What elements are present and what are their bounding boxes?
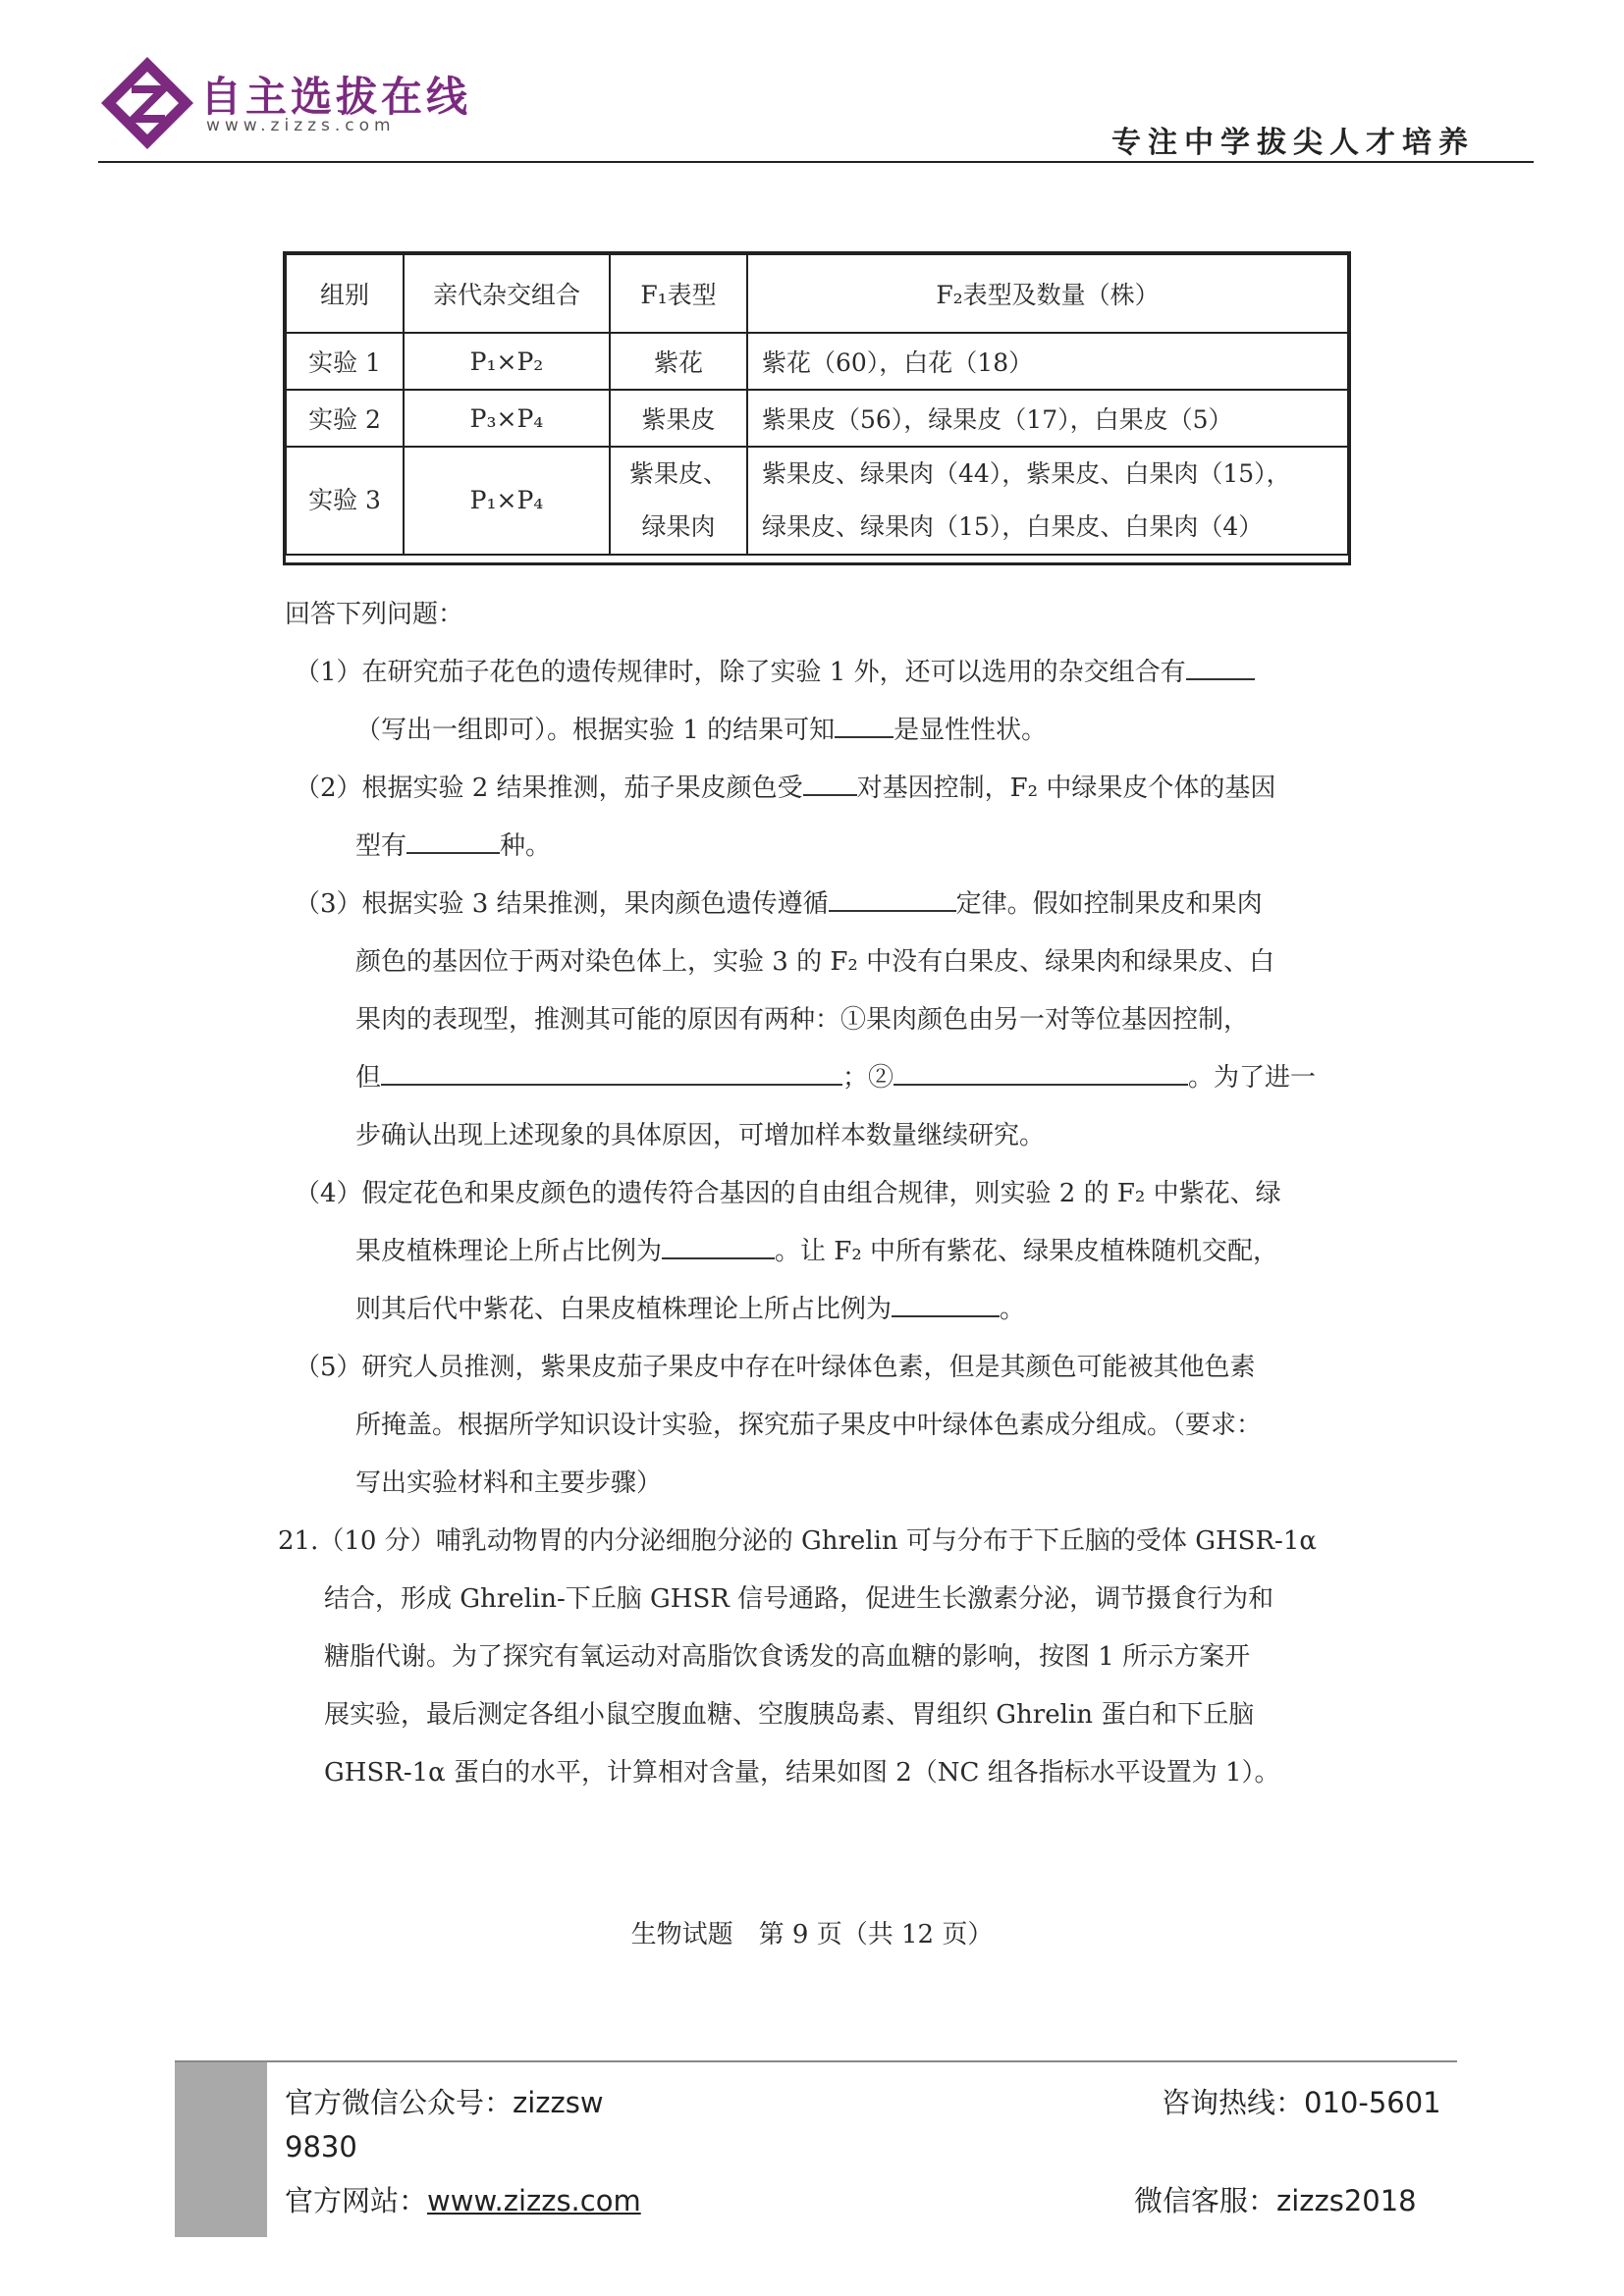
header-cross: 亲代杂交组合 — [404, 254, 610, 333]
hotline-continued: 9830 — [285, 2130, 357, 2163]
cell-line: 绿果皮、绿果肉（15），白果皮、白果肉（4） — [762, 512, 1264, 541]
cell-line: 绿果肉 — [641, 512, 716, 541]
question-3-line-4: 但 ；② 。为了进一 — [355, 1049, 1316, 1107]
cell-f2: 紫花（60），白花（18） — [747, 333, 1348, 390]
cell-group: 实验 3 — [286, 447, 404, 555]
wechat-account: 官方微信公众号：zizzsw — [285, 2086, 604, 2119]
answer-blank[interactable] — [893, 1058, 1188, 1086]
header-group: 组别 — [286, 254, 404, 333]
header-f2: F₂表型及数量（株） — [747, 254, 1348, 333]
wechat-service: 微信客服：zizzs2018 — [1134, 2184, 1417, 2217]
answer-blank[interactable] — [829, 884, 956, 912]
question-3-line-5: 步确认出现上述现象的具体原因，可增加样本数量继续研究。 — [355, 1121, 1046, 1150]
info-divider — [175, 2060, 1457, 2062]
question-21-line-1: 21.（10 分）哺乳动物胃的内分泌细胞分泌的 Ghrelin 可与分布于下丘脑的受体 GHSR-1α — [278, 1526, 1317, 1556]
table-row — [286, 390, 1348, 447]
table-row — [286, 333, 1348, 390]
question-1-line-2: （写出一组即可）。根据实验 1 的结果可知 是显性性状。 — [355, 702, 1047, 760]
table-row — [286, 447, 1348, 555]
cell-f2 — [747, 447, 1348, 555]
question-4-line-2: 果皮植株理论上所占比例为 。让 F₂ 中所有紫花、绿果皮植株随机交配， — [355, 1223, 1278, 1281]
cell-cross: P₁×P₄ — [404, 447, 610, 555]
question-1-line-1: （1）在研究茄子花色的遗传规律时，除了实验 1 外，还可以选用的杂交组合有 — [295, 644, 1255, 702]
cell-cross: P₃×P₄ — [404, 390, 610, 447]
info-sidebar-block — [175, 2062, 267, 2237]
cell-f2: 紫果皮（56），绿果皮（17），白果皮（5） — [747, 390, 1348, 447]
cell-f1: 紫果皮 — [610, 390, 747, 447]
answer-blank[interactable] — [381, 1058, 842, 1086]
website-label: 官方网站： — [285, 2184, 428, 2217]
question-2-line-1: （2）根据实验 2 结果推测，茄子果皮颜色受 对基因控制，F₂ 中绿果皮个体的基因 — [295, 760, 1275, 818]
cell-line: 紫果皮、 — [628, 459, 728, 488]
question-5-line-1: （5）研究人员推测，紫果皮茄子果皮中存在叶绿体色素，但是其颜色可能被其他色素 — [295, 1353, 1256, 1382]
question-5-line-3: 写出实验材料和主要步骤） — [355, 1468, 663, 1498]
question-4-line-3: 则其后代中紫花、白果皮植株理论上所占比例为 。 — [355, 1281, 1025, 1339]
hotline: 咨询热线：010-5601 — [1162, 2086, 1441, 2119]
cell-group: 实验 1 — [286, 333, 404, 390]
question-3-line-2: 颜色的基因位于两对染色体上，实验 3 的 F₂ 中没有白果皮、绿果肉和绿果皮、白 — [355, 947, 1275, 977]
answer-blank[interactable] — [835, 711, 893, 738]
question-4-line-1: （4）假定花色和果皮颜色的遗传符合基因的自由组合规律，则实验 2 的 F₂ 中紫花、绿 — [295, 1179, 1281, 1208]
question-21-line-5: GHSR-1α 蛋白的水平，计算相对含量，结果如图 2（NC 组各指标水平设置为 1）。 — [324, 1758, 1280, 1788]
answer-blank[interactable] — [662, 1232, 775, 1259]
question-3-line-3: 果肉的表现型，推测其可能的原因有两种：①果肉颜色由另一对等位基因控制， — [355, 1005, 1250, 1035]
question-21-line-4: 展实验，最后测定各组小鼠空腹血糖、空腹胰岛素、胃组织 Ghrelin 蛋白和下丘脑 — [324, 1700, 1255, 1730]
answer-blank[interactable] — [1186, 653, 1255, 680]
website — [285, 2179, 641, 2219]
question-5-line-2: 所掩盖。根据所学知识设计实验，探究茄子果皮中叶绿体色素成分组成。（要求： — [355, 1411, 1263, 1440]
experiment-table — [285, 253, 1349, 556]
answer-blank[interactable] — [406, 827, 500, 854]
question-3-line-1: （3）根据实验 3 结果推测，果肉颜色遗传遵循 定律。假如控制果皮和果肉 — [295, 876, 1263, 934]
brand-url: www.zizzs.com — [206, 116, 396, 135]
answer-blank[interactable] — [803, 769, 857, 796]
cell-group: 实验 2 — [286, 390, 404, 447]
logo-icon — [98, 54, 196, 152]
page-number: 生物试题 第 9 页（共 12 页） — [630, 1920, 994, 1949]
table-header-row — [286, 254, 1348, 333]
website-link[interactable]: www.zizzs.com — [427, 2184, 641, 2217]
question-21-line-2: 结合，形成 Ghrelin-下丘脑 GHSR 信号通路，促进生长激素分泌，调节摄食行为和 — [324, 1584, 1274, 1614]
cell-cross: P₁×P₂ — [404, 333, 610, 390]
cell-f1: 紫花 — [610, 333, 747, 390]
answer-blank[interactable] — [892, 1290, 1000, 1317]
header-f1: F₁表型 — [610, 254, 747, 333]
question-21-line-3: 糖脂代谢。为了探究有氧运动对高脂饮食诱发的高血糖的影响，按图 1 所示方案开 — [324, 1642, 1251, 1672]
question-2-line-2: 型有 种。 — [355, 818, 551, 876]
intro-text: 回答下列问题： — [285, 600, 464, 629]
header-tagline: 专注中学拔尖人才培养 — [1111, 126, 1475, 160]
cell-f1 — [610, 447, 747, 555]
header-divider — [98, 161, 1534, 163]
cell-line: 紫果皮、绿果肉（44），紫果皮、白果肉（15）， — [762, 459, 1291, 488]
brand-name: 自主选拔在线 — [200, 73, 472, 121]
